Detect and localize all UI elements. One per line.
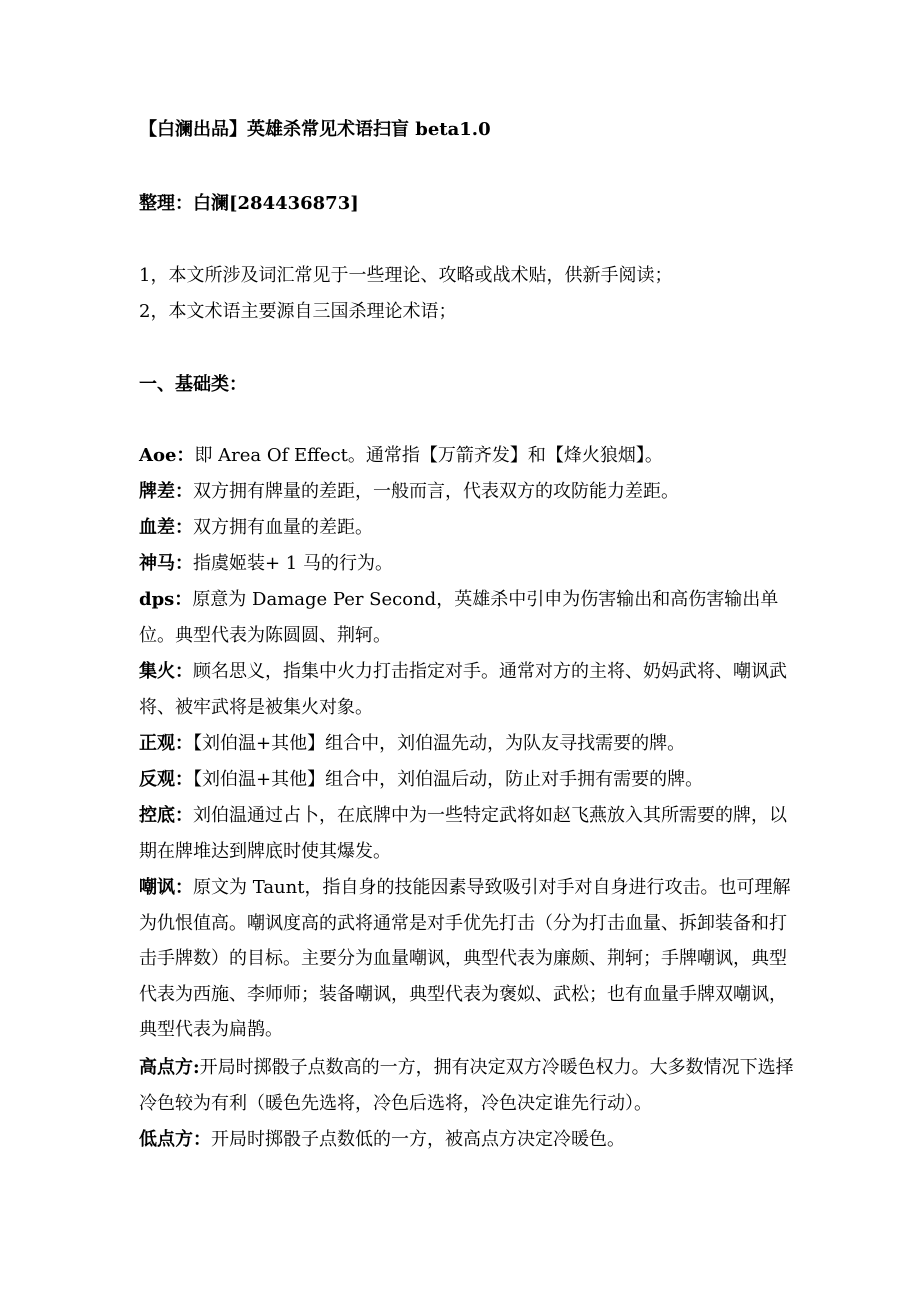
- glossary-entry: [139, 1050, 794, 1121]
- glossary-entry: [139, 1122, 794, 1158]
- entry-text: 原文为 Taunt，指自身的技能因素导致吸引对手对自身进行攻击。也可理解为仇恨值高。嘲讽度高的武将通常是对手优先打击（分为打击血量、拆卸装备和打击手牌数）的目标。主要分为血量嘲讽，典型代表为廉颇、荆轲；手牌嘲讽，典型代表为西施、李师师；装备嘲讽，典型代表为褒姒、武松；也有血量手牌双嘲讽，典型代表为扁鹊。: [139, 877, 791, 1041]
- note-1: 1，本文所涉及词汇常见于一些理论、攻略或战术贴，供新手阅读；: [139, 265, 673, 286]
- glossary-entry: [139, 726, 794, 762]
- entry-term: 嘲讽：: [139, 877, 193, 898]
- glossary-entry: [139, 762, 794, 798]
- glossary-entry: [139, 546, 794, 582]
- entry-text: 顾名思义，指集中火力打击指定对手。通常对方的主将、奶妈武将、嘲讽武将、被牢武将是被集火对象。: [139, 661, 787, 718]
- glossary-entry: [139, 510, 794, 546]
- entry-text: 开局时掷骰子点数低的一方，被高点方决定冷暖色。: [211, 1129, 625, 1150]
- entry-term: 血差：: [139, 517, 193, 538]
- section-heading: 一、基础类：: [139, 374, 247, 395]
- entry-text: 开局时掷骰子点数高的一方，拥有决定双方冷暖色权力。大多数情况下选择冷色较为有利（暖色先选将，冷色后选将，冷色决定谁先行动）。: [139, 1057, 794, 1114]
- glossary-entry: [139, 582, 794, 653]
- note-2: 2，本文术语主要源自三国杀理论术语；: [139, 301, 457, 322]
- entry-term: 高点方:: [139, 1057, 200, 1078]
- entry-text: 指虞姬装+ 1 马的行为。: [193, 553, 393, 574]
- entry-text: 原意为 Damage Per Second，英雄杀中引申为伤害输出和高伤害输出单位。典型代表为陈圆圆、荆轲。: [139, 589, 779, 646]
- entry-term: 反观：: [139, 769, 193, 790]
- entry-text: 双方拥有血量的差距。: [193, 517, 373, 538]
- glossary-entry: [139, 870, 794, 1048]
- entry-text: 刘伯温通过占卜，在底牌中为一些特定武将如赵飞燕放入其所需要的牌，以期在牌堆达到牌底时使其爆发。: [139, 805, 787, 862]
- glossary-entry: [139, 798, 794, 869]
- entry-term: 正观：: [139, 733, 193, 754]
- compiler-line: 整理：白澜[284436873]: [139, 193, 359, 214]
- entry-text: 即 Area Of Effect。通常指【万箭齐发】和【烽火狼烟】。: [194, 445, 663, 466]
- entry-term: Aoe：: [139, 445, 195, 466]
- entry-text: 【刘伯温+其他】组合中，刘伯温先动，为队友寻找需要的牌。: [193, 733, 686, 754]
- entry-term: 低点方：: [139, 1129, 211, 1150]
- entry-term: 神马：: [139, 553, 193, 574]
- entry-term: 牌差：: [139, 481, 193, 502]
- glossary-entry: [139, 438, 794, 474]
- entry-term: dps：: [139, 589, 193, 610]
- entry-text: 双方拥有牌量的差距，一般而言，代表双方的攻防能力差距。: [193, 481, 679, 502]
- glossary-entry: [139, 474, 794, 510]
- glossary-entry: [139, 654, 794, 725]
- entry-term: 集火：: [139, 661, 193, 682]
- document-title: 【白澜出品】英雄杀常见术语扫盲 beta1.0: [139, 119, 491, 140]
- entry-term: 控底：: [139, 805, 193, 826]
- entry-text: 【刘伯温+其他】组合中，刘伯温后动，防止对手拥有需要的牌。: [193, 769, 704, 790]
